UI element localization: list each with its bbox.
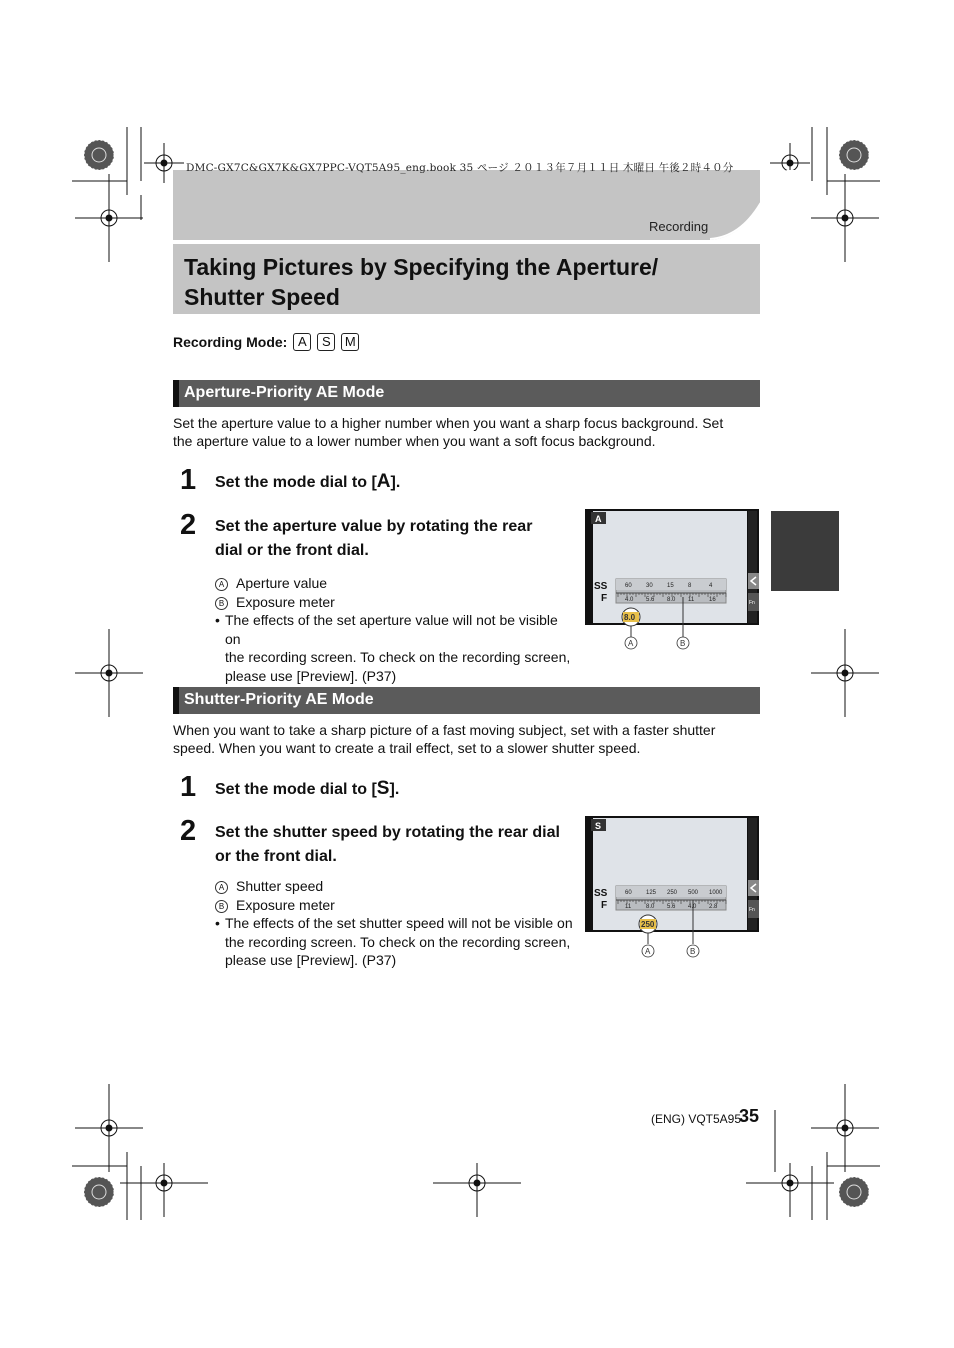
mode-m-icon: M (341, 333, 359, 351)
shutter-note-line1: The effects of the set shutter speed will not be visible on (225, 915, 573, 931)
aperture-step1-number: 1 (180, 464, 197, 496)
shutter-note-line2: the recording screen. To check on the recording screen, (225, 933, 571, 950)
shutter-callout-b: B (690, 947, 696, 956)
shutter-ss-label: SS (594, 888, 608, 899)
shutter-note-line3: please use [Preview]. (P37) (225, 952, 397, 968)
aperture-step1-text (215, 470, 400, 495)
shutter-intro-line2: speed. When you want to create a trail effect, set to a slower shutter speed. (173, 740, 641, 756)
callout-a-icon: A (215, 578, 228, 591)
aperture-step2-number: 2 (180, 509, 197, 541)
ss-scale-label: 60 (625, 890, 632, 896)
f-scale-label: 8.0 (646, 904, 655, 910)
shutter-section-heading (173, 687, 760, 714)
callout-b-icon: B (215, 597, 228, 610)
shutter-callout-a: A (645, 947, 651, 956)
shutter-mode-icon: S (595, 821, 602, 831)
shutter-screen-illustration (585, 816, 760, 961)
ss-scale-label: 500 (688, 890, 699, 896)
shutter-step1-text (215, 777, 399, 802)
aperture-note-line2: the recording screen. To check on the recording screen, (225, 649, 571, 665)
shutter-step2-number: 2 (180, 815, 197, 847)
page-title (184, 252, 744, 312)
shutter-heading-text: Shutter-Priority AE Mode (184, 691, 374, 708)
f-scale-label: 11 (688, 597, 695, 603)
footer-code: (ENG) VQT5A95 (651, 1112, 742, 1126)
recording-mode-label: Recording Mode: (173, 334, 288, 350)
page-number: 35 (739, 1106, 760, 1126)
f-scale-label: 2.8 (709, 904, 718, 910)
ss-scale-label: 8 (688, 583, 692, 589)
f-scale-label: 4.0 (688, 904, 697, 910)
f-scale-label: 5.6 (646, 597, 655, 603)
shutter-item-a-text: Shutter speed (236, 878, 324, 894)
ss-scale-label: 30 (646, 583, 653, 589)
shutter-intro-line1: When you want to take a sharp picture of a fast moving subject, set with a faster shutter (173, 722, 716, 738)
aperture-fn-label: Fn (749, 600, 755, 606)
aperture-heading-text: Aperture-Priority AE Mode (184, 384, 385, 401)
shutter-step1-mode: S (376, 778, 390, 799)
mode-s-icon: S (317, 333, 335, 351)
aperture-step2-text (215, 515, 532, 563)
aperture-item-b (215, 593, 335, 612)
aperture-step2-line2: dial or the front dial. (215, 542, 369, 559)
shutter-step2-text (215, 821, 560, 869)
aperture-selected-value: 8.0 (624, 613, 636, 622)
ss-scale-label: 125 (646, 890, 657, 896)
f-scale-label: 16 (709, 597, 716, 603)
aperture-section-heading (173, 380, 760, 407)
aperture-f-label: F (601, 593, 608, 604)
aperture-step1-prefix: Set the mode dial to [ (215, 474, 377, 491)
shutter-step1-number: 1 (180, 771, 197, 803)
aperture-intro (173, 414, 760, 450)
callout-a-icon: A (215, 881, 228, 894)
aperture-note-line1: The effects of the set aperture value will not be visible on (225, 612, 558, 647)
aperture-note-line3: please use [Preview]. (P37) (225, 667, 397, 684)
page-title-line1: Taking Pictures by Specifying the Aperture/ (184, 254, 659, 280)
ss-scale-label: 4 (709, 583, 713, 589)
aperture-item-a-text: Aperture value (236, 575, 328, 591)
aperture-mode-icon: A (595, 514, 602, 524)
shutter-f-label: F (601, 900, 608, 911)
ss-scale-label: 250 (667, 890, 678, 896)
f-scale-label: 8.0 (667, 597, 676, 603)
shutter-note: • The effects of the set shutter speed will not be visible on the recording screen. To check on the recording screen, please use [Preview]. (P37) (215, 915, 573, 968)
aperture-step1-suffix: ]. (390, 474, 401, 491)
shutter-selected-value: 250 (641, 920, 655, 929)
aperture-callout-b: B (680, 639, 686, 648)
shutter-step1-suffix: ]. (389, 781, 400, 798)
shutter-intro (173, 721, 760, 757)
aperture-callout-a: A (628, 639, 634, 648)
shutter-step2-line1: Set the shutter speed by rotating the rear dial (215, 824, 560, 841)
aperture-step1-mode: A (376, 471, 391, 492)
aperture-item-a (215, 574, 327, 593)
book-meta-line: DMC-GX7C&GX7K&GX7PPC-VQT5A95_eng.book 35 ページ ２０１３年７月１１日 木曜日 午後２時４０分 (186, 162, 734, 174)
shutter-step2-line2: or the front dial. (215, 848, 337, 865)
recording-mode (173, 333, 359, 351)
aperture-screen-illustration (585, 509, 760, 651)
f-scale-label: 4.0 (625, 597, 634, 603)
shutter-fn-label: Fn (749, 907, 755, 913)
shutter-item-a (215, 877, 323, 896)
header-swoosh (700, 170, 800, 242)
aperture-step2-line1: Set the aperture value by rotating the rear (215, 518, 533, 535)
aperture-item-b-text: Exposure meter (236, 594, 335, 610)
ss-scale-label: 60 (625, 583, 632, 589)
f-scale-label: 5.6 (667, 904, 676, 910)
callout-b-icon: B (215, 900, 228, 913)
page-title-line2: Shutter Speed (184, 284, 340, 310)
f-scale-label: 11 (625, 904, 632, 910)
shutter-step1-prefix: Set the mode dial to [ (215, 781, 377, 798)
ss-scale-label: 1000 (709, 890, 723, 896)
aperture-note: • The effects of the set aperture value will not be visible on the recording screen. To check on the recording screen, please use [Preview]. (P37) (215, 611, 573, 685)
shutter-item-b-text: Exposure meter (236, 897, 335, 913)
chapter-side-tab (771, 511, 839, 591)
aperture-intro-line2: the aperture value to a lower number when you want a soft focus background. (173, 433, 656, 449)
ss-scale-label: 15 (667, 583, 674, 589)
section-label: Recording (649, 219, 709, 234)
mode-a-icon: A (293, 333, 311, 351)
shutter-item-b (215, 896, 335, 915)
aperture-intro-line1: Set the aperture value to a higher number when you want a sharp focus background. Set (173, 415, 724, 431)
aperture-ss-label: SS (594, 581, 608, 592)
